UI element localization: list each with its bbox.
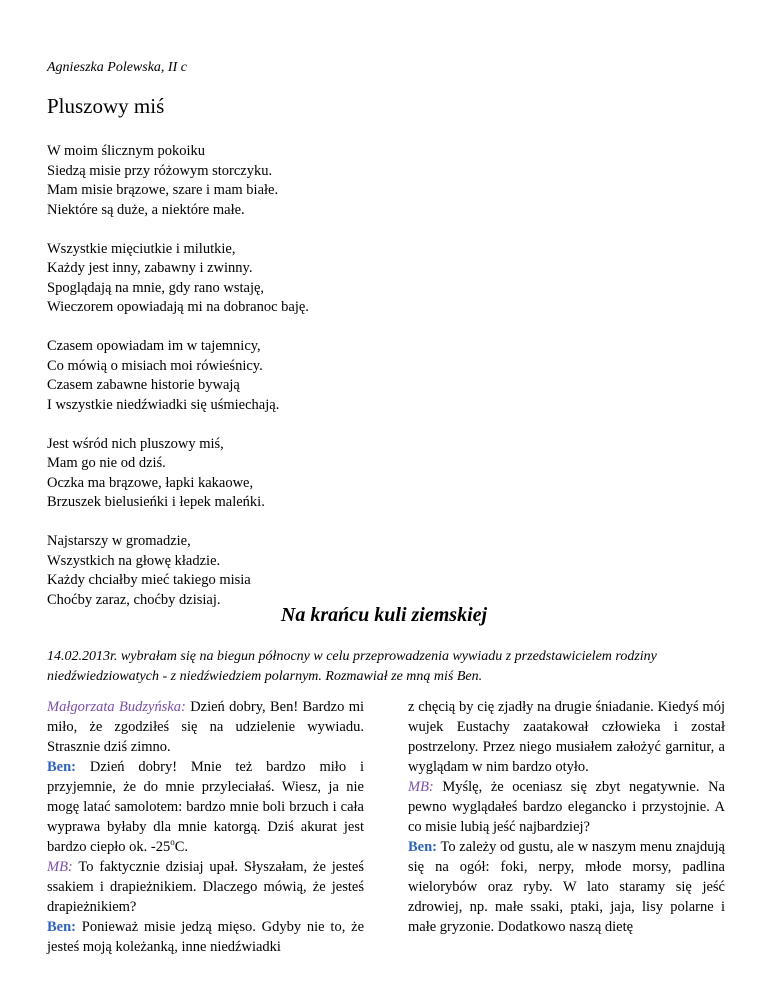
poem-stanza [47,240,309,318]
poem-line: Oczka ma brązowe, łapki kakaowe, [47,474,254,491]
poem-line: I wszystkie niedźwiadki się uśmiechają. [47,396,280,413]
poem-stanza [47,142,309,220]
poem-body [47,142,309,630]
poem-stanza [47,337,309,415]
poem-line: Brzuszek bielusieńki i łepek maleńki. [47,494,265,510]
interview-text: C. [174,839,189,855]
poem-line: Jest wśród nich pluszowy miś, [47,435,224,452]
degree-superscript: o [170,837,175,848]
interview-text: z chęcią by cię zjadły na drugie śniadanie. Kiedyś mój wujek Eustachy zaatakował człowieka i został postrzelony. Przez niego musiałem założyć garnitur, a wyglądam w nim bardzo otyło. [408,699,725,775]
poem-line: Spoglądają na mnie, gdy rano wstaję, [47,279,265,296]
poem-line: W moim ślicznym pokoiku [47,143,206,159]
speaker-label-interviewer: MB: [47,859,73,875]
poem-stanza [47,435,309,513]
interview-text: Dzień dobry! Mnie też bardzo miło i przyjemnie, że do mnie przyleciałaś. Wiesz, ja nie mogę latać samolotem: bardzo mnie boli brzuch i cała wyprawa byłaby dla mnie katorgą. Dziś akurat jest bardzo ciepło ok. -25 [47,759,364,855]
poem-line: Wszystkich na głowę kładzie. [47,552,221,569]
poem-line: Co mówią o misiach moi rówieśnicy. [47,357,263,374]
poem-line: Wszystkie mięciutkie i milutkie, [47,240,236,257]
poem-line: Mam go nie od dziś. [47,455,166,471]
speaker-label-ben: Ben: [408,839,437,855]
poem-line: Mam misie brązowe, szare i mam białe. [47,182,279,198]
poem-stanza [47,532,309,610]
poem-title: Pluszowy miś [47,94,165,118]
interview-text: Dzień dobry, Ben! Bardzo mi miło, że zgodziłeś się na udzielenie wywiadu. Strasznie dziś zimno. [47,699,365,755]
speaker-label-ben: Ben: [47,919,76,935]
article-title: Na krańcu kuli ziemskiej [280,604,488,626]
author-line: Agnieszka Polewska, II c [47,60,187,75]
poem-line: Czasem zabawne historie bywają [47,377,240,393]
interview-text: To zależy od gustu, ale w naszym menu znajdują się na ogół: foki, nerpy, młode morsy, padlina wielorybów oraz ryby. W lato staramy się jeść zdrowiej, np. małe ssaki, ptaki, jaja, lisy polarne i małe gryzonie. Dodatkowo naszą dietę [408,839,725,935]
article-lead: 14.02.2013r. wybrałam się na biegun północny w celu przeprowadzenia wywiadu z przedstawicielem rodziny niedźwiedziowatych - z niedźwiedziem polarnym. Rozmawiał ze mną miś Ben. [47,649,657,684]
poem-line: Wieczorem opowiadają mi na dobranoc baję. [47,299,309,315]
poem-line: Niektóre są duże, a niektóre małe. [47,201,245,218]
poem-line: Siedzą misie przy różowym storczyku. [47,162,273,179]
poem-line: Czasem opowiadam im w tajemnicy, [47,338,261,354]
interview-text: To faktycznie dzisiaj upał. Słyszałam, że jesteś ssakiem i drapieżnikiem. Dlaczego mówią, że jesteś drapieżnikiem? [47,859,364,915]
interview-text: Ponieważ misie jedzą mięso. Gdyby nie to, że jesteś moją koleżanką, inne niedźwiadki [47,919,364,955]
speaker-label-ben: Ben: [47,759,76,775]
poem-line: Każdy jest inny, zabawny i zwinny. [47,260,253,276]
speaker-label-interviewer: MB: [408,779,434,795]
interview-column-left [47,697,364,957]
poem-line: Najstarszy w gromadzie, [47,533,191,549]
speaker-label-interviewer: Małgorzata Budzyńska: [47,699,186,715]
poem-line: Choćby zaraz, choćby dzisiaj. [47,591,221,608]
poem-line: Każdy chciałby mieć takiego misia [47,572,251,588]
interview-text: Myślę, że oceniasz się zbyt negatywnie. Na pewno wyglądałeś bardzo elegancko i przystojnie. A co misie lubią jeść najbardziej? [408,779,725,835]
interview-column-right [408,697,725,937]
